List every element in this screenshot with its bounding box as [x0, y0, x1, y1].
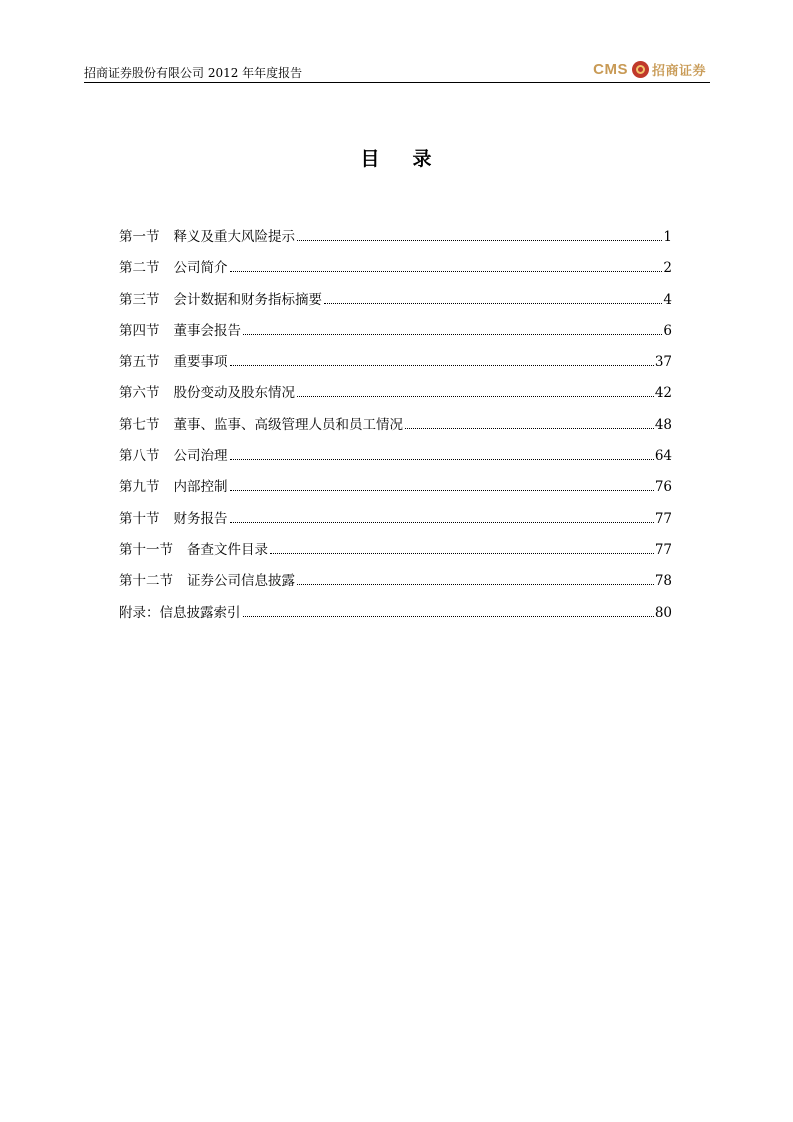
table-of-contents [119, 227, 672, 634]
toc-dot-leader [324, 302, 662, 304]
toc-entry-number: 第十二节 [119, 573, 173, 590]
toc-entry-page: 2 [663, 260, 672, 277]
toc-entry-title: 董事会报告 [173, 322, 241, 339]
toc-entry[interactable] [119, 258, 672, 289]
company-logo [593, 60, 706, 78]
toc-dot-leader [243, 333, 662, 335]
toc-entry-page: 77 [654, 510, 672, 527]
toc-entry-number: 第四节 [119, 322, 160, 339]
header-doc-title: 招商证券股份有限公司 2012 年年度报告 [84, 66, 303, 80]
logo-chinese-text: 招商证券 [651, 63, 706, 79]
toc-entry[interactable] [119, 509, 672, 540]
toc-entry-page: 80 [654, 604, 672, 621]
logo-emblem-icon [632, 61, 649, 78]
toc-entry-number: 第十节 [119, 510, 160, 527]
toc-entry[interactable] [119, 603, 672, 634]
toc-dot-leader [297, 395, 654, 397]
toc-entry[interactable] [119, 352, 672, 383]
toc-entry-number: 第二节 [119, 260, 160, 277]
toc-entry-title: 重要事项 [173, 354, 228, 371]
toc-entry-page: 37 [654, 354, 672, 371]
title-char-right: 录 [412, 148, 433, 170]
toc-entry-page: 77 [654, 541, 672, 558]
toc-entry[interactable] [119, 540, 672, 571]
toc-dot-leader [230, 270, 663, 272]
toc-entry-title: 备查文件目录 [187, 541, 268, 558]
toc-entry-number: 第七节 [119, 416, 160, 433]
toc-entry-number: 第一节 [119, 229, 160, 245]
logo-latin-text: CMS [593, 60, 628, 78]
toc-dot-leader [243, 615, 654, 617]
toc-entry-title: 董事、监事、高级管理人员和员工情况 [173, 416, 403, 433]
page-title [0, 148, 793, 170]
toc-dot-leader [230, 364, 654, 366]
toc-dot-leader [230, 521, 654, 523]
toc-entry-title: 内部控制 [173, 479, 228, 496]
toc-entry[interactable] [119, 227, 672, 258]
toc-entry-title: 证券公司信息披露 [187, 573, 295, 590]
toc-entry[interactable] [119, 571, 672, 602]
toc-entry-title: 公司治理 [173, 448, 228, 465]
toc-entry[interactable] [119, 383, 672, 414]
toc-dot-leader [297, 583, 654, 585]
page-header [84, 60, 710, 83]
toc-entry-page: 42 [654, 385, 672, 402]
toc-entry-page: 48 [654, 416, 672, 433]
toc-entry[interactable] [119, 446, 672, 477]
toc-entry-number: 第九节 [119, 479, 160, 496]
toc-entry-page: 78 [654, 573, 672, 590]
toc-dot-leader [230, 458, 654, 460]
toc-entry-page: 6 [663, 322, 672, 339]
toc-dot-leader [230, 489, 654, 491]
toc-entry-title: 财务报告 [173, 510, 228, 527]
toc-entry-number: 附录： [119, 604, 160, 621]
toc-entry[interactable] [119, 321, 672, 352]
toc-entry-number: 第五节 [119, 354, 160, 371]
toc-entry-page: 4 [663, 291, 672, 308]
toc-entry-title: 股份变动及股东情况 [173, 385, 295, 402]
toc-entry-title: 信息披露索引 [159, 604, 241, 621]
title-char-left: 目 [360, 148, 381, 170]
toc-entry-page: 1 [663, 229, 672, 245]
toc-entry-page: 64 [654, 448, 672, 465]
toc-entry[interactable] [119, 415, 672, 446]
toc-dot-leader [270, 552, 654, 554]
toc-dot-leader [297, 239, 662, 241]
toc-entry-number: 第三节 [119, 291, 160, 308]
toc-dot-leader [405, 427, 654, 429]
toc-entry-number: 第八节 [119, 448, 160, 465]
toc-entry-number: 第十一节 [119, 541, 173, 558]
toc-entry-page: 76 [654, 479, 672, 496]
toc-entry-number: 第六节 [119, 385, 160, 402]
toc-entry[interactable] [119, 290, 672, 321]
toc-entry[interactable] [119, 477, 672, 508]
toc-entry-title: 公司简介 [173, 260, 228, 277]
toc-entry-title: 会计数据和财务指标摘要 [173, 291, 322, 308]
toc-entry-title: 释义及重大风险提示 [173, 229, 295, 245]
